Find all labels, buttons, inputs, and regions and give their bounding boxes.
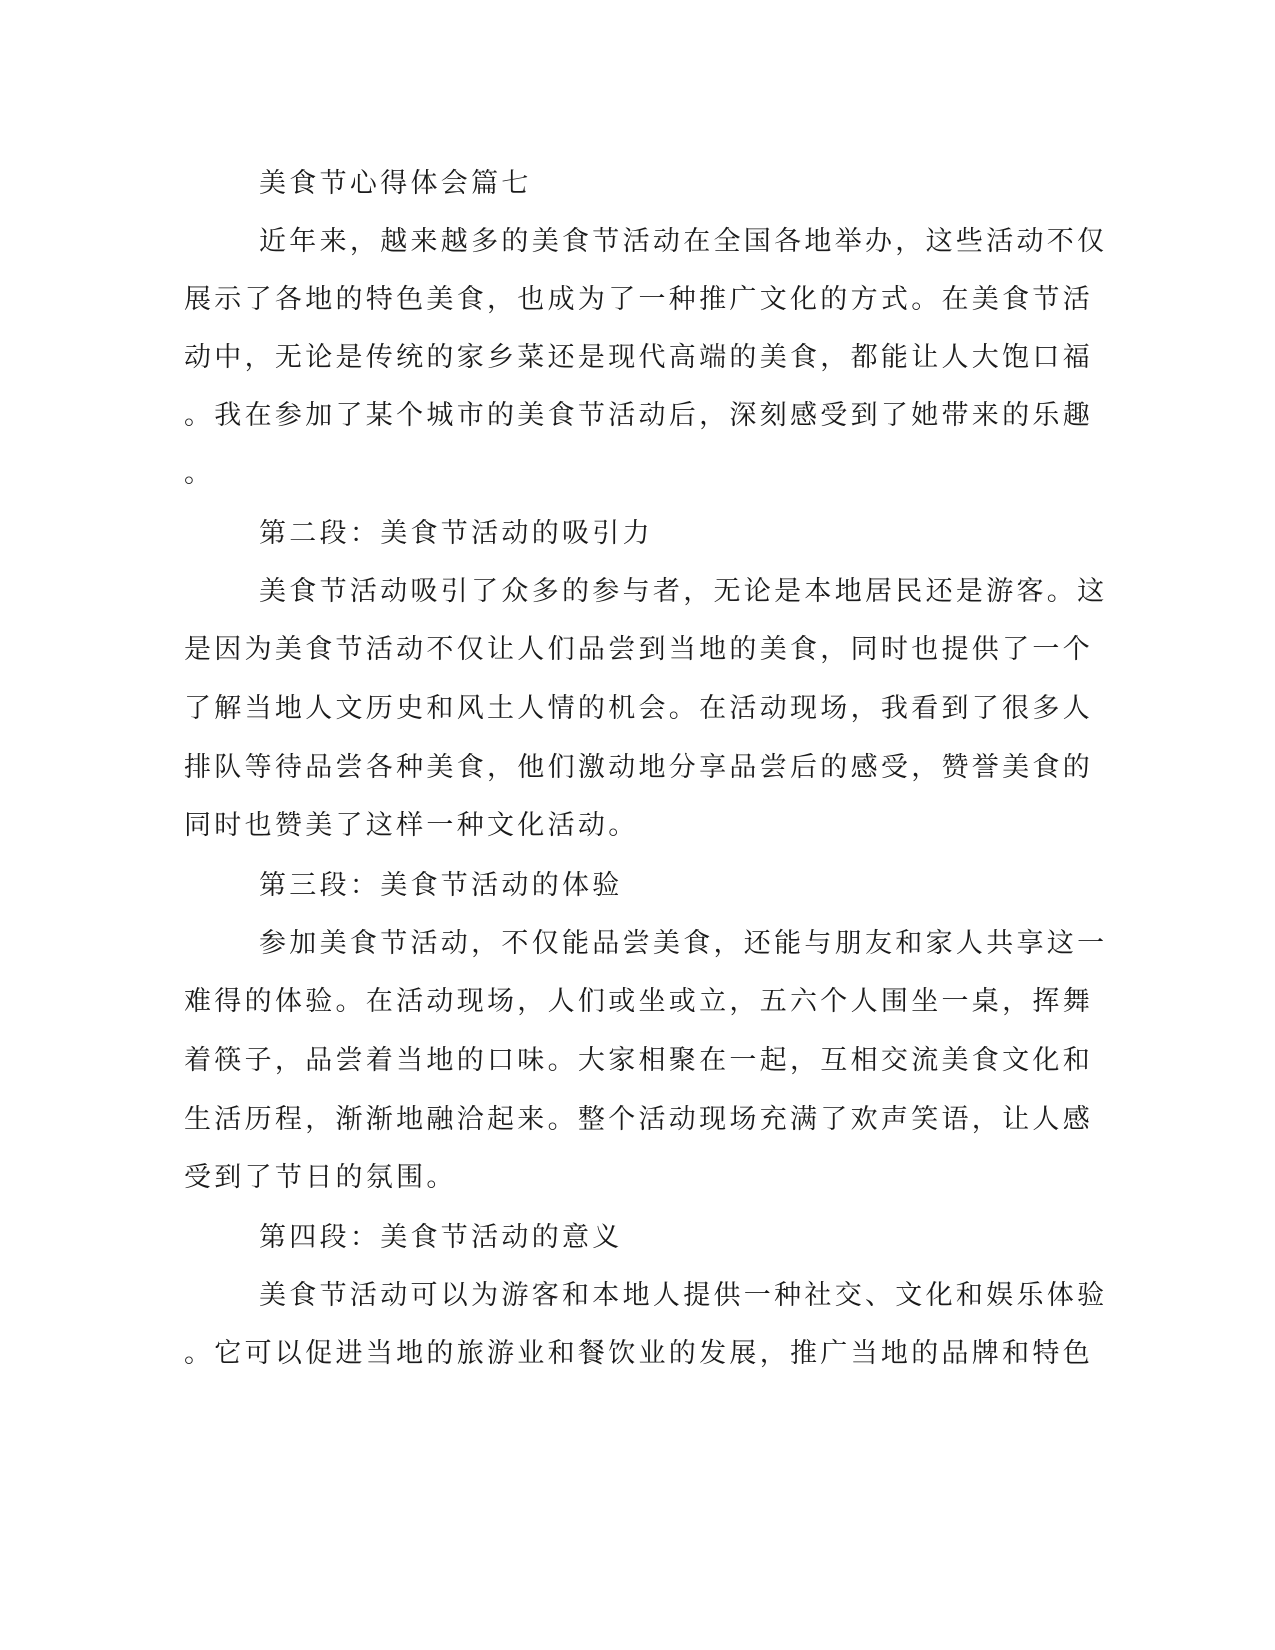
paragraph-3-line-3: 着筷子，品尝着当地的口味。大家相聚在一起，互相交流美食文化和 xyxy=(184,1045,1093,1076)
document-title: 美食节心得体会篇七 xyxy=(259,168,532,199)
section-heading-3: 第三段：美食节活动的体验 xyxy=(259,870,623,901)
paragraph-1-line-3: 动中，无论是传统的家乡菜还是现代高端的美食，都能让人大饱口福 xyxy=(184,342,1093,373)
paragraph-1-line-1: 近年来，越来越多的美食节活动在全国各地举办，这些活动不仅 xyxy=(259,226,1108,257)
paragraph-2-line-1: 美食节活动吸引了众多的参与者，无论是本地居民还是游客。这 xyxy=(259,576,1108,607)
paragraph-3-line-5: 受到了节日的氛围。 xyxy=(184,1162,457,1193)
section-heading-2: 第二段：美食节活动的吸引力 xyxy=(259,518,653,549)
paragraph-3-line-1: 参加美食节活动，不仅能品尝美食，还能与朋友和家人共享这一 xyxy=(259,928,1108,959)
paragraph-1-line-4: 。我在参加了某个城市的美食节活动后，深刻感受到了她带来的乐趣 xyxy=(184,400,1093,431)
paragraph-2-line-2: 是因为美食节活动不仅让人们品尝到当地的美食，同时也提供了一个 xyxy=(184,634,1093,665)
paragraph-4-line-2: 。它可以促进当地的旅游业和餐饮业的发展，推广当地的品牌和特色 xyxy=(184,1338,1093,1369)
paragraph-1-line-5: 。 xyxy=(184,458,215,489)
paragraph-2-line-3: 了解当地人文历史和风土人情的机会。在活动现场，我看到了很多人 xyxy=(184,693,1093,724)
paragraph-1-line-2: 展示了各地的特色美食，也成为了一种推广文化的方式。在美食节活 xyxy=(184,284,1093,315)
paragraph-2-line-4: 排队等待品尝各种美食，他们激动地分享品尝后的感受，赞誉美食的 xyxy=(184,752,1093,783)
paragraph-3-line-4: 生活历程，渐渐地融洽起来。整个活动现场充满了欢声笑语，让人感 xyxy=(184,1104,1093,1135)
paragraph-4-line-1: 美食节活动可以为游客和本地人提供一种社交、文化和娱乐体验 xyxy=(259,1280,1108,1311)
paragraph-2-line-5: 同时也赞美了这样一种文化活动。 xyxy=(184,810,639,841)
section-heading-4: 第四段：美食节活动的意义 xyxy=(259,1222,623,1253)
paragraph-3-line-2: 难得的体验。在活动现场，人们或坐或立，五六个人围坐一桌，挥舞 xyxy=(184,986,1093,1017)
